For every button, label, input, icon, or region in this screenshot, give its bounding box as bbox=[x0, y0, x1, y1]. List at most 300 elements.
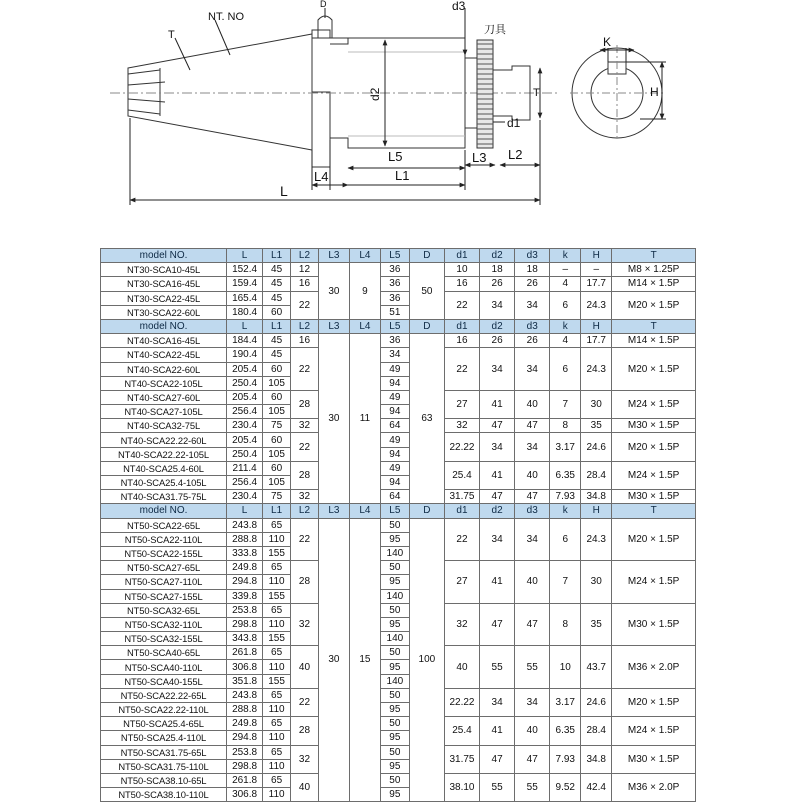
spec-k-cell: 7.93 bbox=[550, 490, 581, 504]
length-l-cell: 230.4 bbox=[227, 490, 263, 504]
model-cell: NT50-SCA38.10-110L bbox=[101, 788, 227, 802]
spec-t-cell: M20 × 1.5P bbox=[612, 291, 696, 319]
column-header: L bbox=[227, 319, 263, 333]
length-l5-cell: 36 bbox=[380, 277, 409, 291]
model-cell: NT30-SCA16-45L bbox=[101, 277, 227, 291]
length-l5-cell: 50 bbox=[380, 646, 409, 660]
length-l3-cell: 30 bbox=[318, 334, 349, 504]
length-l2-cell: 28 bbox=[291, 717, 319, 745]
spec-d2-cell: 41 bbox=[480, 461, 515, 489]
length-l3-cell: 30 bbox=[318, 518, 349, 802]
model-cell: NT40-SCA22-45L bbox=[101, 348, 227, 362]
column-header: H bbox=[581, 249, 612, 263]
model-cell: NT40-SCA27-105L bbox=[101, 405, 227, 419]
length-l-cell: 261.8 bbox=[227, 773, 263, 787]
model-cell: NT30-SCA22-60L bbox=[101, 305, 227, 319]
label-t-left: T bbox=[168, 29, 175, 41]
length-l1-cell: 65 bbox=[263, 688, 291, 702]
spec-d1-cell: 22 bbox=[444, 518, 479, 561]
table-row bbox=[101, 348, 696, 362]
spec-d3-cell: 26 bbox=[515, 334, 550, 348]
table-row bbox=[101, 277, 696, 291]
model-cell: NT30-SCA10-45L bbox=[101, 263, 227, 277]
length-l-cell: 339.8 bbox=[227, 589, 263, 603]
spec-h-cell: 24.6 bbox=[581, 433, 612, 461]
length-l-cell: 306.8 bbox=[227, 660, 263, 674]
spec-t-cell: M20 × 1.5P bbox=[612, 348, 696, 391]
length-l-cell: 253.8 bbox=[227, 745, 263, 759]
spec-d1-cell: 25.4 bbox=[444, 461, 479, 489]
spec-k-cell: 3.17 bbox=[550, 433, 581, 461]
spec-h-cell: 34.8 bbox=[581, 745, 612, 773]
length-l-cell: 250.4 bbox=[227, 376, 263, 390]
length-l-cell: 243.8 bbox=[227, 518, 263, 532]
model-cell: NT50-SCA32-110L bbox=[101, 617, 227, 631]
length-l5-cell: 95 bbox=[380, 660, 409, 674]
spec-h-cell: 43.7 bbox=[581, 646, 612, 689]
length-l1-cell: 110 bbox=[263, 575, 291, 589]
length-l5-cell: 36 bbox=[380, 291, 409, 305]
spec-d2-cell: 47 bbox=[480, 419, 515, 433]
length-l5-cell: 95 bbox=[380, 731, 409, 745]
model-cell: NT30-SCA22-45L bbox=[101, 291, 227, 305]
column-header: L4 bbox=[349, 504, 380, 518]
spec-d1-cell: 25.4 bbox=[444, 717, 479, 745]
column-header: d2 bbox=[480, 319, 515, 333]
column-header: T bbox=[612, 249, 696, 263]
length-l1-cell: 60 bbox=[263, 305, 291, 319]
column-header: d1 bbox=[444, 249, 479, 263]
spec-k-cell: 8 bbox=[550, 603, 581, 646]
column-header: L1 bbox=[263, 319, 291, 333]
table-row bbox=[101, 461, 696, 475]
model-cell: NT50-SCA27-155L bbox=[101, 589, 227, 603]
length-l5-cell: 51 bbox=[380, 305, 409, 319]
length-l4-cell: 15 bbox=[349, 518, 380, 802]
model-cell: NT50-SCA22-110L bbox=[101, 532, 227, 546]
column-header: d3 bbox=[515, 249, 550, 263]
length-l2-cell: 32 bbox=[291, 490, 319, 504]
length-l-cell: 343.8 bbox=[227, 632, 263, 646]
spec-d1-cell: 32 bbox=[444, 419, 479, 433]
table-row bbox=[101, 518, 696, 532]
column-header: k bbox=[550, 504, 581, 518]
flange bbox=[312, 92, 330, 167]
model-cell: NT40-SCA22.22-60L bbox=[101, 433, 227, 447]
model-cell: NT40-SCA25.4-60L bbox=[101, 461, 227, 475]
model-cell: NT50-SCA40-155L bbox=[101, 674, 227, 688]
technical-drawing bbox=[0, 0, 800, 245]
label-k: K bbox=[603, 35, 612, 49]
table-row bbox=[101, 263, 696, 277]
spec-t-cell: M30 × 1.5P bbox=[612, 745, 696, 773]
length-l-cell: 250.4 bbox=[227, 447, 263, 461]
model-cell: NT50-SCA40-65L bbox=[101, 646, 227, 660]
spec-d2-cell: 34 bbox=[480, 688, 515, 716]
spec-k-cell: 8 bbox=[550, 419, 581, 433]
length-l1-cell: 60 bbox=[263, 362, 291, 376]
column-header: L4 bbox=[349, 319, 380, 333]
spec-d2-cell: 34 bbox=[480, 518, 515, 561]
length-l5-cell: 94 bbox=[380, 405, 409, 419]
spec-k-cell: 9.52 bbox=[550, 773, 581, 801]
length-l-cell: 288.8 bbox=[227, 703, 263, 717]
length-l1-cell: 110 bbox=[263, 532, 291, 546]
length-l1-cell: 110 bbox=[263, 617, 291, 631]
diameter-d-cell: 100 bbox=[409, 518, 444, 802]
length-l-cell: 256.4 bbox=[227, 405, 263, 419]
column-header: L bbox=[227, 504, 263, 518]
label-h: H bbox=[650, 85, 659, 99]
spec-d1-cell: 38.10 bbox=[444, 773, 479, 801]
spec-k-cell: – bbox=[550, 263, 581, 277]
length-l1-cell: 110 bbox=[263, 788, 291, 802]
length-l5-cell: 34 bbox=[380, 348, 409, 362]
column-header: d1 bbox=[444, 504, 479, 518]
length-l5-cell: 64 bbox=[380, 419, 409, 433]
spec-d3-cell: 34 bbox=[515, 518, 550, 561]
length-l-cell: 256.4 bbox=[227, 476, 263, 490]
length-l5-cell: 95 bbox=[380, 703, 409, 717]
length-l5-cell: 50 bbox=[380, 717, 409, 731]
spec-h-cell: – bbox=[581, 263, 612, 277]
length-l-cell: 253.8 bbox=[227, 603, 263, 617]
label-l3: L3 bbox=[472, 150, 487, 165]
length-l-cell: 165.4 bbox=[227, 291, 263, 305]
length-l4-cell: 9 bbox=[349, 263, 380, 320]
table-row bbox=[101, 419, 696, 433]
spec-d1-cell: 16 bbox=[444, 277, 479, 291]
spec-h-cell: 35 bbox=[581, 603, 612, 646]
header-row bbox=[101, 504, 696, 518]
column-header: d2 bbox=[480, 504, 515, 518]
column-header: H bbox=[581, 504, 612, 518]
spec-h-cell: 24.3 bbox=[581, 291, 612, 319]
length-l-cell: 205.4 bbox=[227, 433, 263, 447]
table-row bbox=[101, 688, 696, 702]
column-header: L5 bbox=[380, 504, 409, 518]
spec-d1-cell: 22.22 bbox=[444, 433, 479, 461]
length-l2-cell: 28 bbox=[291, 561, 319, 604]
table-row bbox=[101, 773, 696, 787]
spec-d3-cell: 40 bbox=[515, 390, 550, 418]
length-l5-cell: 49 bbox=[380, 390, 409, 404]
spec-t-cell: M14 × 1.5P bbox=[612, 277, 696, 291]
spec-k-cell: 7 bbox=[550, 390, 581, 418]
label-l5: L5 bbox=[388, 149, 403, 164]
spec-h-cell: 42.4 bbox=[581, 773, 612, 801]
length-l2-cell: 40 bbox=[291, 773, 319, 801]
taper-shank bbox=[128, 34, 312, 150]
length-l3-cell: 30 bbox=[318, 263, 349, 320]
spec-d3-cell: 55 bbox=[515, 773, 550, 801]
diameter-d-cell: 50 bbox=[409, 263, 444, 320]
spec-d1-cell: 40 bbox=[444, 646, 479, 689]
label-d2: d2 bbox=[368, 87, 382, 101]
length-l-cell: 294.8 bbox=[227, 731, 263, 745]
length-l5-cell: 50 bbox=[380, 773, 409, 787]
spec-d2-cell: 26 bbox=[480, 277, 515, 291]
length-l2-cell: 16 bbox=[291, 334, 319, 348]
label-l4: L4 bbox=[314, 169, 329, 184]
length-l5-cell: 50 bbox=[380, 518, 409, 532]
length-l-cell: 333.8 bbox=[227, 546, 263, 560]
length-l1-cell: 65 bbox=[263, 745, 291, 759]
column-header: model NO. bbox=[101, 319, 227, 333]
spec-t-cell: M24 × 1.5P bbox=[612, 717, 696, 745]
model-cell: NT50-SCA22-65L bbox=[101, 518, 227, 532]
spec-d2-cell: 18 bbox=[480, 263, 515, 277]
length-l1-cell: 110 bbox=[263, 660, 291, 674]
length-l1-cell: 45 bbox=[263, 277, 291, 291]
model-cell: NT50-SCA31.75-65L bbox=[101, 745, 227, 759]
length-l2-cell: 22 bbox=[291, 348, 319, 391]
spec-d3-cell: 18 bbox=[515, 263, 550, 277]
length-l-cell: 261.8 bbox=[227, 646, 263, 660]
label-tool: 刀具 bbox=[484, 24, 506, 36]
column-header: L5 bbox=[380, 249, 409, 263]
length-l2-cell: 28 bbox=[291, 461, 319, 489]
length-l1-cell: 110 bbox=[263, 731, 291, 745]
spec-t-cell: M14 × 1.5P bbox=[612, 334, 696, 348]
length-l-cell: 184.4 bbox=[227, 334, 263, 348]
length-l2-cell: 32 bbox=[291, 603, 319, 646]
model-cell: NT50-SCA27-65L bbox=[101, 561, 227, 575]
spec-t-cell: M24 × 1.5P bbox=[612, 561, 696, 604]
spec-d2-cell: 26 bbox=[480, 334, 515, 348]
column-header: d2 bbox=[480, 249, 515, 263]
model-cell: NT50-SCA22.22-65L bbox=[101, 688, 227, 702]
length-l1-cell: 105 bbox=[263, 405, 291, 419]
spec-d3-cell: 47 bbox=[515, 745, 550, 773]
length-l1-cell: 45 bbox=[263, 291, 291, 305]
length-l5-cell: 36 bbox=[380, 334, 409, 348]
spec-d2-cell: 47 bbox=[480, 745, 515, 773]
label-l: L bbox=[280, 183, 288, 199]
length-l1-cell: 75 bbox=[263, 419, 291, 433]
length-l-cell: 294.8 bbox=[227, 575, 263, 589]
column-header: L3 bbox=[318, 319, 349, 333]
length-l2-cell: 40 bbox=[291, 646, 319, 689]
spec-d2-cell: 47 bbox=[480, 603, 515, 646]
spec-d3-cell: 26 bbox=[515, 277, 550, 291]
length-l1-cell: 65 bbox=[263, 717, 291, 731]
column-header: d3 bbox=[515, 319, 550, 333]
model-cell: NT50-SCA27-110L bbox=[101, 575, 227, 589]
length-l1-cell: 155 bbox=[263, 589, 291, 603]
length-l-cell: 211.4 bbox=[227, 461, 263, 475]
spec-t-cell: M20 × 1.5P bbox=[612, 518, 696, 561]
spec-d1-cell: 22.22 bbox=[444, 688, 479, 716]
model-cell: NT50-SCA31.75-110L bbox=[101, 759, 227, 773]
length-l1-cell: 65 bbox=[263, 518, 291, 532]
spec-h-cell: 30 bbox=[581, 561, 612, 604]
spec-h-cell: 24.6 bbox=[581, 688, 612, 716]
spec-d3-cell: 34 bbox=[515, 348, 550, 391]
spec-t-cell: M8 × 1.25P bbox=[612, 263, 696, 277]
length-l1-cell: 110 bbox=[263, 759, 291, 773]
spec-d2-cell: 41 bbox=[480, 717, 515, 745]
length-l1-cell: 60 bbox=[263, 390, 291, 404]
spec-t-cell: M36 × 2.0P bbox=[612, 773, 696, 801]
table-row bbox=[101, 646, 696, 660]
spec-t-cell: M36 × 2.0P bbox=[612, 646, 696, 689]
length-l-cell: 230.4 bbox=[227, 419, 263, 433]
length-l5-cell: 140 bbox=[380, 546, 409, 560]
column-header: L2 bbox=[291, 249, 319, 263]
spec-t-cell: M20 × 1.5P bbox=[612, 688, 696, 716]
length-l-cell: 159.4 bbox=[227, 277, 263, 291]
model-cell: NT50-SCA25.4-110L bbox=[101, 731, 227, 745]
spec-d3-cell: 40 bbox=[515, 717, 550, 745]
spec-d2-cell: 55 bbox=[480, 646, 515, 689]
label-d1: d1 bbox=[507, 116, 521, 130]
column-header: L1 bbox=[263, 504, 291, 518]
spec-k-cell: 6 bbox=[550, 348, 581, 391]
table-row bbox=[101, 603, 696, 617]
spec-t-cell: M30 × 1.5P bbox=[612, 603, 696, 646]
spec-h-cell: 34.8 bbox=[581, 490, 612, 504]
column-header: T bbox=[612, 319, 696, 333]
spec-t-cell: M30 × 1.5P bbox=[612, 490, 696, 504]
label-nt-no: NT. NO bbox=[208, 11, 245, 23]
length-l-cell: 180.4 bbox=[227, 305, 263, 319]
length-l5-cell: 94 bbox=[380, 476, 409, 490]
length-l5-cell: 50 bbox=[380, 688, 409, 702]
length-l1-cell: 75 bbox=[263, 490, 291, 504]
model-cell: NT40-SCA25.4-105L bbox=[101, 476, 227, 490]
label-d3: d3 bbox=[452, 0, 466, 13]
column-header: L3 bbox=[318, 504, 349, 518]
spec-h-cell: 28.4 bbox=[581, 461, 612, 489]
length-l5-cell: 95 bbox=[380, 617, 409, 631]
spec-d1-cell: 22 bbox=[444, 291, 479, 319]
length-l-cell: 351.8 bbox=[227, 674, 263, 688]
spec-d3-cell: 40 bbox=[515, 561, 550, 604]
model-cell: NT50-SCA25.4-65L bbox=[101, 717, 227, 731]
length-l2-cell: 22 bbox=[291, 433, 319, 461]
length-l1-cell: 105 bbox=[263, 376, 291, 390]
spec-d2-cell: 34 bbox=[480, 291, 515, 319]
spec-d3-cell: 47 bbox=[515, 603, 550, 646]
column-header: d3 bbox=[515, 504, 550, 518]
length-l5-cell: 36 bbox=[380, 263, 409, 277]
length-l2-cell: 32 bbox=[291, 419, 319, 433]
length-l1-cell: 65 bbox=[263, 646, 291, 660]
spec-k-cell: 10 bbox=[550, 646, 581, 689]
model-cell: NT40-SCA22-60L bbox=[101, 362, 227, 376]
length-l5-cell: 140 bbox=[380, 674, 409, 688]
column-header: k bbox=[550, 319, 581, 333]
length-l-cell: 152.4 bbox=[227, 263, 263, 277]
length-l5-cell: 94 bbox=[380, 447, 409, 461]
length-l-cell: 298.8 bbox=[227, 759, 263, 773]
length-l1-cell: 65 bbox=[263, 773, 291, 787]
length-l1-cell: 105 bbox=[263, 447, 291, 461]
spec-d1-cell: 31.75 bbox=[444, 745, 479, 773]
length-l2-cell: 22 bbox=[291, 688, 319, 716]
column-header: L5 bbox=[380, 319, 409, 333]
table-row bbox=[101, 390, 696, 404]
length-l1-cell: 60 bbox=[263, 433, 291, 447]
column-header: D bbox=[409, 504, 444, 518]
length-l-cell: 249.8 bbox=[227, 717, 263, 731]
spec-k-cell: 6 bbox=[550, 518, 581, 561]
model-cell: NT50-SCA38.10-65L bbox=[101, 773, 227, 787]
length-l5-cell: 140 bbox=[380, 589, 409, 603]
model-cell: NT50-SCA40-110L bbox=[101, 660, 227, 674]
column-header: T bbox=[612, 504, 696, 518]
length-l1-cell: 155 bbox=[263, 632, 291, 646]
table-row bbox=[101, 490, 696, 504]
spec-h-cell: 24.3 bbox=[581, 518, 612, 561]
spec-d3-cell: 40 bbox=[515, 461, 550, 489]
spec-t-cell: M30 × 1.5P bbox=[612, 419, 696, 433]
model-cell: NT40-SCA22-105L bbox=[101, 376, 227, 390]
length-l1-cell: 45 bbox=[263, 348, 291, 362]
spec-d1-cell: 27 bbox=[444, 561, 479, 604]
length-l2-cell: 12 bbox=[291, 263, 319, 277]
length-l2-cell: 16 bbox=[291, 277, 319, 291]
length-l-cell: 306.8 bbox=[227, 788, 263, 802]
spec-h-cell: 24.3 bbox=[581, 348, 612, 391]
spec-d2-cell: 41 bbox=[480, 561, 515, 604]
spec-h-cell: 17.7 bbox=[581, 277, 612, 291]
spec-k-cell: 6.35 bbox=[550, 461, 581, 489]
table-row bbox=[101, 745, 696, 759]
column-header: k bbox=[550, 249, 581, 263]
spec-k-cell: 3.17 bbox=[550, 688, 581, 716]
model-cell: NT50-SCA22.22-110L bbox=[101, 703, 227, 717]
length-l-cell: 298.8 bbox=[227, 617, 263, 631]
length-l4-cell: 11 bbox=[349, 334, 380, 504]
spec-d3-cell: 34 bbox=[515, 688, 550, 716]
column-header: L2 bbox=[291, 319, 319, 333]
table-row bbox=[101, 717, 696, 731]
spec-k-cell: 4 bbox=[550, 334, 581, 348]
spec-d1-cell: 31.75 bbox=[444, 490, 479, 504]
length-l5-cell: 95 bbox=[380, 759, 409, 773]
column-header: model NO. bbox=[101, 249, 227, 263]
column-header: L2 bbox=[291, 504, 319, 518]
spec-d1-cell: 32 bbox=[444, 603, 479, 646]
spec-d2-cell: 41 bbox=[480, 390, 515, 418]
column-header: model NO. bbox=[101, 504, 227, 518]
length-l5-cell: 50 bbox=[380, 603, 409, 617]
spec-d2-cell: 34 bbox=[480, 348, 515, 391]
label-t-right: T bbox=[533, 87, 540, 99]
length-l5-cell: 95 bbox=[380, 532, 409, 546]
length-l5-cell: 50 bbox=[380, 745, 409, 759]
label-l1: L1 bbox=[395, 168, 410, 183]
length-l1-cell: 45 bbox=[263, 263, 291, 277]
length-l1-cell: 105 bbox=[263, 476, 291, 490]
length-l5-cell: 49 bbox=[380, 433, 409, 447]
length-l1-cell: 155 bbox=[263, 546, 291, 560]
length-l2-cell: 22 bbox=[291, 518, 319, 561]
spec-h-cell: 17.7 bbox=[581, 334, 612, 348]
model-cell: NT40-SCA32-75L bbox=[101, 419, 227, 433]
spec-h-cell: 28.4 bbox=[581, 717, 612, 745]
column-header: L4 bbox=[349, 249, 380, 263]
spec-d1-cell: 10 bbox=[444, 263, 479, 277]
column-header: D bbox=[409, 249, 444, 263]
model-cell: NT50-SCA22-155L bbox=[101, 546, 227, 560]
length-l5-cell: 95 bbox=[380, 575, 409, 589]
column-header: D bbox=[409, 319, 444, 333]
spec-table bbox=[100, 248, 696, 802]
column-header: H bbox=[581, 319, 612, 333]
